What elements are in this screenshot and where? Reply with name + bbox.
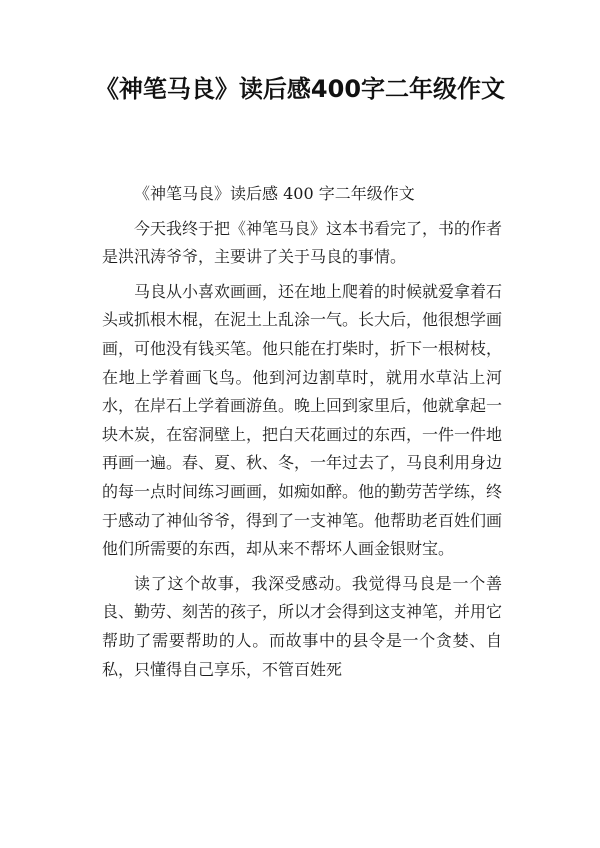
- body-subtitle-paragraph: 《神笔马良》读后感 400 字二年级作文: [134, 184, 415, 203]
- body-paragraph-reflection: 读了这个故事，我深受感动。我觉得马良是一个善良、勤劳、刻苦的孩子，所以才会得到这支神笔，并用它帮助了需要帮助的人。而故事中的县令是一个贪婪、自私，只懂得自己享乐，不管百姓死: [102, 573, 503, 679]
- document-title: 《神笔马良》读后感400字二年级作文: [94, 75, 506, 103]
- body-paragraph-intro: 今天我终于把《神笔马良》这本书看完了，书的作者是洪汛涛爷爷，主要讲了关于马良的事情。: [102, 218, 503, 267]
- body-paragraph-story: 马良从小喜欢画画，还在地上爬着的时候就爱拿着石头或抓根木棍，在泥土上乱涂一气。长大后，他很想学画画，可他没有钱买笔。他只能在打柴时，折下一根树枝，在地上学着画飞鸟。他到河边割草时，就用水草沾上河水，在岸石上学着画游鱼。晚上回到家里后，他就拿起一块木炭，在窑洞壁上，把白天花画过的东西，一件一件地再画一遍。春、夏、秋、冬，一年过去了，马良利用身边的每一点时间练习画画，如痴如醉。他的勤劳苦学练，终于感动了神仙爷爷，得到了一支神笔。他帮助老百姓们画他们所需要的东西，却从来不帮坏人画金银财宝。: [102, 281, 503, 559]
- document-body: [102, 180, 502, 684]
